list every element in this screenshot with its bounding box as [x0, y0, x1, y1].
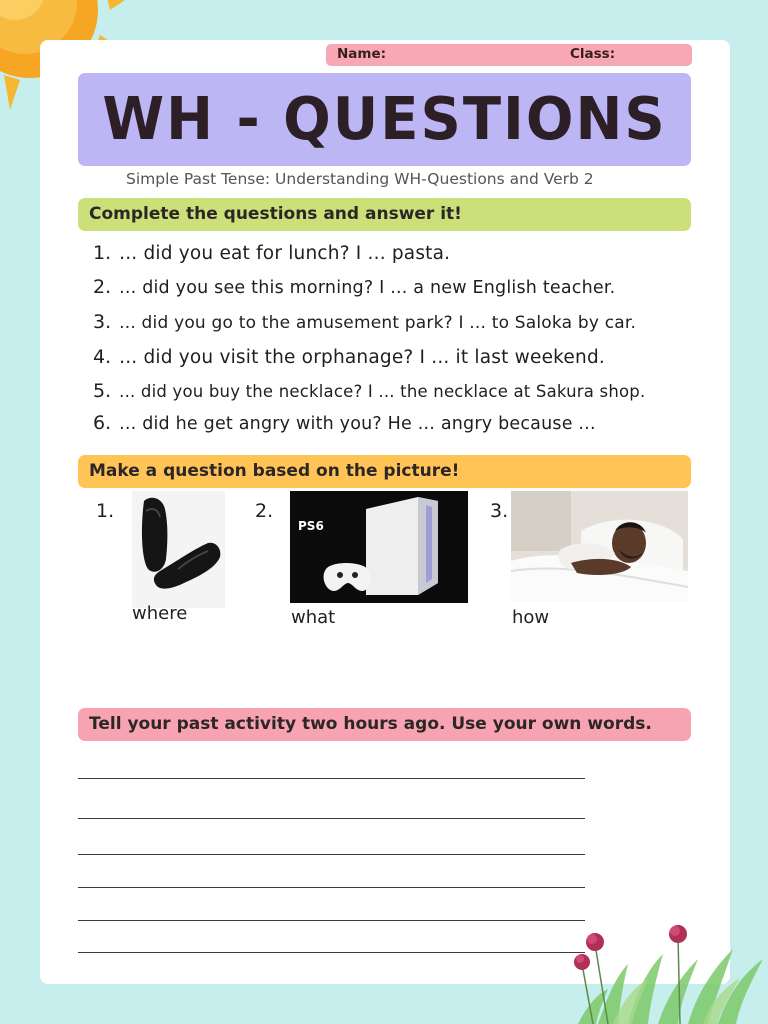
picture-label: how	[512, 607, 550, 628]
ps-logo-text: PS6	[298, 519, 324, 533]
picture-number: 1.	[96, 500, 115, 522]
console-image	[290, 491, 468, 603]
subtitle: Simple Past Tense: Understanding WH-Questions and Verb 2	[126, 170, 594, 188]
question-item: 6. ... did he get angry with you? He ... angry because ...	[93, 412, 596, 434]
flowers-illustration	[568, 904, 768, 1024]
title-box	[78, 73, 691, 166]
section1-heading: Complete the questions and answer it!	[78, 198, 691, 231]
picture-number: 2.	[255, 500, 274, 522]
question-item: 3. ... did you go to the amusement park? I ... to Saloka by car.	[93, 311, 637, 333]
page-title: WH - QUESTIONS	[102, 85, 667, 154]
writing-line	[78, 952, 585, 953]
writing-line	[78, 818, 585, 819]
picture-label: what	[291, 607, 336, 628]
picture-label: where	[132, 603, 188, 624]
sneakers-image	[132, 491, 225, 608]
name-label: Name:	[337, 46, 387, 62]
class-label: Class:	[570, 46, 616, 62]
question-item: 4. ... did you visit the orphanage? I ... it last weekend.	[93, 346, 605, 368]
writing-line	[78, 887, 585, 888]
section2-heading: Make a question based on the picture!	[78, 455, 691, 488]
writing-line	[78, 920, 585, 921]
section3-heading: Tell your past activity two hours ago. Use your own words.	[78, 708, 691, 741]
question-item: 5. ... did you buy the necklace? I ... the necklace at Sakura shop.	[93, 380, 646, 402]
writing-line	[78, 778, 585, 779]
writing-line	[78, 854, 585, 855]
picture-number: 3.	[490, 500, 509, 522]
question-item: 2. ... did you see this morning? I ... a new English teacher.	[93, 276, 616, 298]
question-item: 1. ... did you eat for lunch? I ... pasta.	[93, 242, 451, 264]
name-class-bar	[326, 44, 692, 66]
sleeping-man-image	[511, 491, 688, 602]
